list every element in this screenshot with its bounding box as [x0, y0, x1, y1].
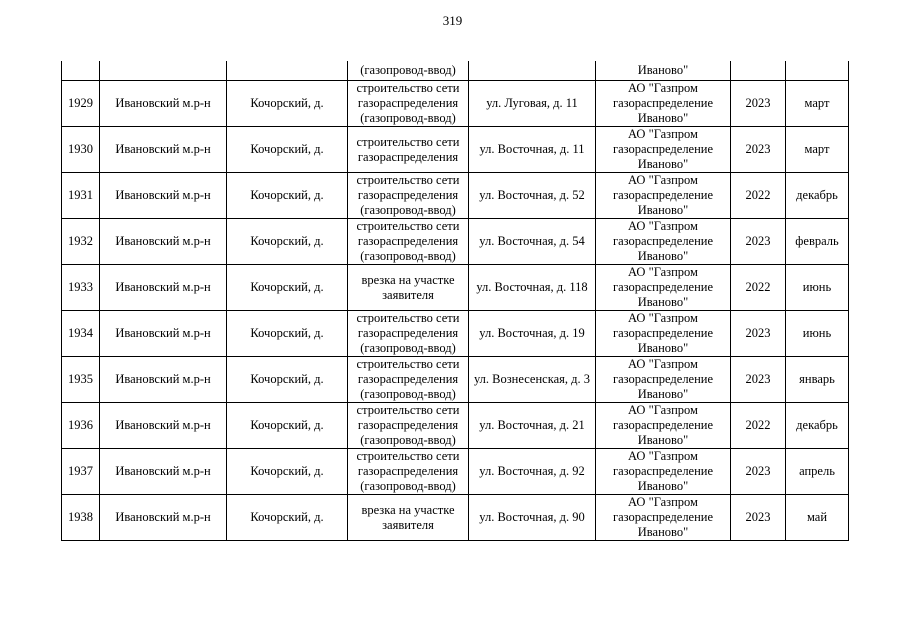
cell-num: 1931 [62, 173, 100, 219]
cell-address: ул. Восточная, д. 11 [469, 127, 596, 173]
cell-year: 2023 [731, 127, 786, 173]
registry-table [61, 61, 849, 541]
cell-num: 1929 [62, 81, 100, 127]
cell-district [100, 61, 227, 81]
cell-year: 2023 [731, 449, 786, 495]
cell-address: ул. Восточная, д. 21 [469, 403, 596, 449]
cell-company: АО "Газпром газораспределение Иваново" [596, 449, 731, 495]
table-row [62, 495, 849, 541]
cell-num: 1930 [62, 127, 100, 173]
cell-settlement: Кочорский, д. [227, 81, 348, 127]
cell-address: ул. Восточная, д. 92 [469, 449, 596, 495]
cell-company: АО "Газпром газораспределение Иваново" [596, 219, 731, 265]
cell-company: Иваново" [596, 61, 731, 81]
cell-work: строительство сети газораспределения (газопровод-ввод) [348, 449, 469, 495]
cell-work: строительство сети газораспределения (газопровод-ввод) [348, 219, 469, 265]
cell-settlement: Кочорский, д. [227, 173, 348, 219]
cell-num: 1936 [62, 403, 100, 449]
cell-address [469, 61, 596, 81]
cell-address: ул. Восточная, д. 54 [469, 219, 596, 265]
cell-month: март [786, 81, 849, 127]
cell-address: ул. Восточная, д. 52 [469, 173, 596, 219]
cell-work: строительство сети газораспределения (газопровод-ввод) [348, 357, 469, 403]
cell-year: 2023 [731, 219, 786, 265]
cell-work: врезка на участке заявителя [348, 265, 469, 311]
table-row [62, 311, 849, 357]
cell-year: 2022 [731, 403, 786, 449]
cell-work: строительство сети газораспределения (газопровод-ввод) [348, 81, 469, 127]
cell-settlement: Кочорский, д. [227, 357, 348, 403]
table-row [62, 127, 849, 173]
page-number: 319 [442, 13, 463, 28]
cell-work: строительство сети газораспределения (газопровод-ввод) [348, 173, 469, 219]
table-body [62, 61, 849, 541]
cell-settlement [227, 61, 348, 81]
cell-num: 1935 [62, 357, 100, 403]
cell-company: АО "Газпром газораспределение Иваново" [596, 495, 731, 541]
cell-month: февраль [786, 219, 849, 265]
cell-month: март [786, 127, 849, 173]
cell-year: 2023 [731, 357, 786, 403]
cell-address: ул. Восточная, д. 90 [469, 495, 596, 541]
cell-num: 1937 [62, 449, 100, 495]
cell-district: Ивановский м.р-н [100, 403, 227, 449]
cell-num: 1933 [62, 265, 100, 311]
cell-month: июнь [786, 311, 849, 357]
cell-district: Ивановский м.р-н [100, 357, 227, 403]
cell-month: январь [786, 357, 849, 403]
cell-year [731, 61, 786, 81]
cell-district: Ивановский м.р-н [100, 265, 227, 311]
table-row [62, 81, 849, 127]
cell-work: строительство сети газораспределения (газопровод-ввод) [348, 403, 469, 449]
cell-district: Ивановский м.р-н [100, 219, 227, 265]
cell-company: АО "Газпром газораспределение Иваново" [596, 357, 731, 403]
cell-num: 1932 [62, 219, 100, 265]
cell-year: 2022 [731, 173, 786, 219]
cell-work: строительство сети газораспределения [348, 127, 469, 173]
cell-work: (газопровод-ввод) [348, 61, 469, 81]
cell-year: 2022 [731, 265, 786, 311]
cell-address: ул. Вознесенская, д. 3 [469, 357, 596, 403]
cell-work: врезка на участке заявителя [348, 495, 469, 541]
cell-settlement: Кочорский, д. [227, 265, 348, 311]
cell-settlement: Кочорский, д. [227, 449, 348, 495]
cell-address: ул. Восточная, д. 118 [469, 265, 596, 311]
cell-company: АО "Газпром газораспределение Иваново" [596, 265, 731, 311]
cell-year: 2023 [731, 495, 786, 541]
cell-settlement: Кочорский, д. [227, 311, 348, 357]
cell-month [786, 61, 849, 81]
cell-num [62, 61, 100, 81]
continuation-row [62, 61, 849, 81]
cell-company: АО "Газпром газораспределение Иваново" [596, 127, 731, 173]
cell-settlement: Кочорский, д. [227, 495, 348, 541]
table-row [62, 403, 849, 449]
cell-address: ул. Луговая, д. 11 [469, 81, 596, 127]
cell-year: 2023 [731, 311, 786, 357]
table-row [62, 265, 849, 311]
cell-settlement: Кочорский, д. [227, 403, 348, 449]
cell-year: 2023 [731, 81, 786, 127]
cell-district: Ивановский м.р-н [100, 311, 227, 357]
cell-month: апрель [786, 449, 849, 495]
cell-district: Ивановский м.р-н [100, 81, 227, 127]
cell-company: АО "Газпром газораспределение Иваново" [596, 81, 731, 127]
table-row [62, 449, 849, 495]
cell-month: декабрь [786, 173, 849, 219]
cell-district: Ивановский м.р-н [100, 495, 227, 541]
cell-work: строительство сети газораспределения (газопровод-ввод) [348, 311, 469, 357]
cell-company: АО "Газпром газораспределение Иваново" [596, 173, 731, 219]
table-row [62, 173, 849, 219]
cell-company: АО "Газпром газораспределение Иваново" [596, 311, 731, 357]
cell-district: Ивановский м.р-н [100, 173, 227, 219]
table-row [62, 219, 849, 265]
cell-settlement: Кочорский, д. [227, 219, 348, 265]
cell-month: июнь [786, 265, 849, 311]
cell-company: АО "Газпром газораспределение Иваново" [596, 403, 731, 449]
table-row [62, 357, 849, 403]
cell-district: Ивановский м.р-н [100, 127, 227, 173]
cell-num: 1938 [62, 495, 100, 541]
cell-month: декабрь [786, 403, 849, 449]
cell-district: Ивановский м.р-н [100, 449, 227, 495]
cell-address: ул. Восточная, д. 19 [469, 311, 596, 357]
cell-settlement: Кочорский, д. [227, 127, 348, 173]
cell-month: май [786, 495, 849, 541]
cell-num: 1934 [62, 311, 100, 357]
